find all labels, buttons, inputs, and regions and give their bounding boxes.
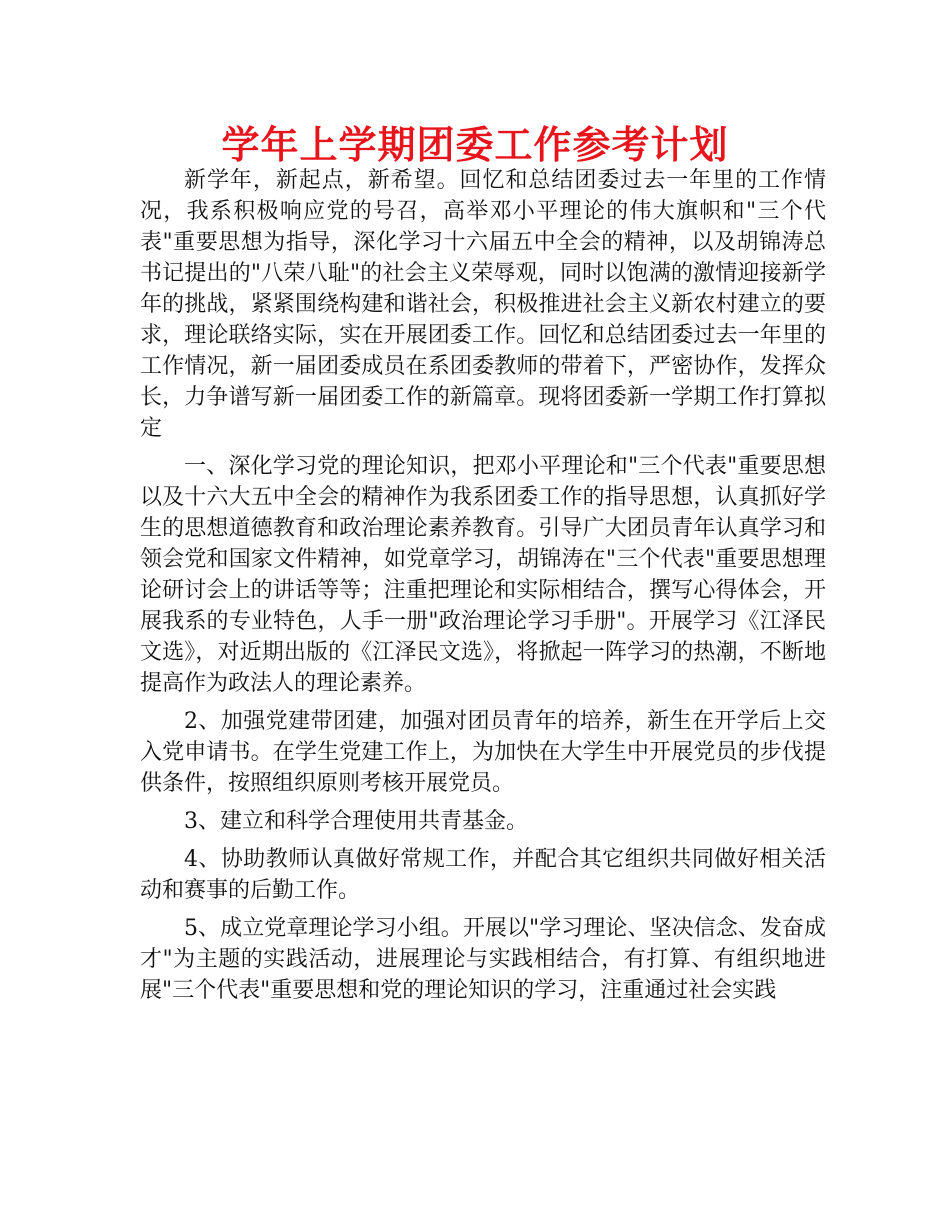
paragraph-item-2: 2、加强党建带团建，加强对团员青年的培养，新生在开学后上交入党申请书。在学生党建工作上，为加快在大学生中开展党员的步伐提供条件，按照组织原则考核开展党员。: [140, 709, 826, 796]
document-body: [140, 165, 826, 1013]
paragraph-item-3: 3、建立和科学合理使用共青基金。: [184, 809, 528, 834]
paragraph-item-5: 5、成立党章理论学习小组。开展以"学习理论、坚决信念、发奋成才"为主题的实践活动，进展理论与实践相结合，有打算、有组织地进展"三个代表"重要思想和党的理论知识的学习，注重通过社会实践: [140, 916, 826, 1003]
paragraph-intro: 新学年，新起点，新希望。回忆和总结团委过去一年里的工作情况，我系积极响应党的号召，高举邓小平理论的伟大旗帜和"三个代表"重要思想为指导，深化学习十六届五中全会的精神，以及胡锦涛总书记提出的"八荣八耻"的社会主义荣辱观，同时以饱满的激情迎接新学年的挑战，紧紧围绕构建和谐社会，积极推进社会主义新农村建立的要求，理论联络实际，实在开展团委工作。回忆和总结团委过去一年里的工作情况，新一届团委成员在系团委教师的带着下，严密协作，发挥众长，力争谱写新一届团委工作的新篇章。现将团委新一学期工作打算拟定: [140, 168, 826, 441]
document-title: 学年上学期团委工作参考计划: [221, 123, 729, 167]
paragraph-item-4: 4、协助教师认真做好常规工作，并配合其它组织共同做好相关活动和赛事的后勤工作。: [140, 847, 826, 903]
paragraph-item-1: 一、深化学习党的理论知识，把邓小平理论和"三个代表"重要思想以及十六大五中全会的精神作为我系团委工作的指导思想，认真抓好学生的思想道德教育和政治理论素养教育。引导广大团员青年认真学习和领会党和国家文件精神，如党章学习，胡锦涛在"三个代表"重要思想理论研讨会上的讲话等等；注重把理论和实际相结合，撰写心得体会，开展我系的专业特色，人手一册"政治理论学习手册"。开展学习《江泽民文选》，对近期出版的《江泽民文选》，将掀起一阵学习的热潮，不断地提高作为政法人的理论素养。: [140, 454, 826, 696]
